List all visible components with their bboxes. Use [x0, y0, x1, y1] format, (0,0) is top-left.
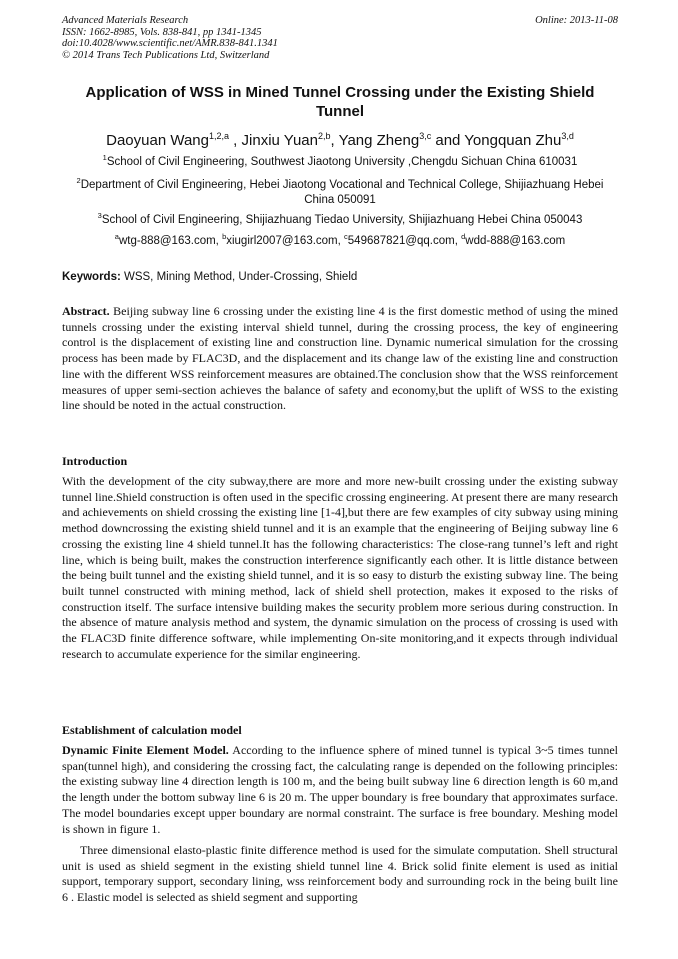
email-sup: a [114, 232, 119, 242]
journal-doi: doi:10.4028/www.scientific.net/AMR.838-841.1341 [62, 38, 278, 50]
paper-title: Application of WSS in Mined Tunnel Crossing under the Existing Shield Tunnel [85, 84, 595, 120]
author-name: Yongquan Zhu [464, 132, 562, 149]
model-paragraph-label: Dynamic Finite Element Model. [62, 743, 229, 757]
author-sup: 1,2,a [208, 131, 229, 141]
affiliation-text: School of Civil Engineering, Shijiazhuang Tiedao University, Shijiazhuang Hebei China 050043 [101, 214, 583, 226]
author-separator: and [431, 132, 465, 149]
email-sup: c [344, 232, 348, 242]
email-address[interactable]: wtg-888@163.com, [118, 235, 223, 247]
email-address[interactable]: 549687821@qq.com, [347, 235, 462, 247]
email-address[interactable]: wdd-888@163.com [465, 235, 566, 247]
author-name: Yang Zheng [338, 132, 420, 149]
affiliation-sup: 1 [102, 153, 107, 163]
author-sup: 3,d [561, 131, 574, 141]
journal-copyright: © 2014 Trans Tech Publications Ltd, Switzerland [62, 49, 270, 61]
affiliation-text: School of Civil Engineering, Southwest Jiaotong University ,Chengdu Sichuan China 610031 [106, 156, 578, 168]
affiliation-sup: 3 [97, 211, 102, 221]
keywords-text: WSS, Mining Method, Under-Crossing, Shield [120, 271, 358, 283]
model-paragraph-text: According to the influence sphere of mined tunnel is typical 3~5 times tunnel span(tunnel high), and considering the crossing fact, the calculating range is depended on the following principles: the existing subway line 4 direction length is 100 m, and the being built subway line 6 direction length is 60 m,and the length under the bottom subway line 6 is 20 m. The upper boundary is free boundary that approximates surface. The model boundaries except upper boundary are normal constraint. The surface is free boundary. Meshing model is shown in figure 1. [62, 743, 618, 836]
model-paragraph-1 [62, 743, 618, 837]
author-emails [62, 234, 618, 249]
email-sup: d [461, 232, 466, 242]
abstract-text: Beijing subway line 6 crossing under the existing line 4 is the first domestic method of using the mined tunnels crossing under the existing interval shield tunnel, during the crossing process, the key of engineering control is the displacement of existing line and construction line. Dynamic numerical simulation for the crossing process has been made by FLAC3D, and the displacement and its change law of the existing line and construction line with the different WSS reinforcement measures are obtained.The conclusion show that the WSS reinforcement measures of upper semi-section achieves the balance of safety and economy,but the uplift of WSS to the existing line should be noted in the actual construction. [62, 304, 618, 413]
email-address[interactable]: xiugirl2007@163.com, [226, 235, 345, 247]
author-separator: , [229, 132, 242, 149]
journal-issn: ISSN: 1662-8985, Vols. 838-841, pp 1341-1345 [62, 26, 262, 38]
introduction-heading: Introduction [62, 454, 128, 468]
author-name: Jinxiu Yuan [241, 132, 318, 149]
affiliation-3 [62, 213, 618, 228]
author-sup: 3,c [419, 131, 432, 141]
online-date: Online: 2013-11-08 [535, 15, 618, 26]
journal-header [62, 15, 618, 61]
keywords [62, 270, 618, 285]
author-list [62, 131, 618, 150]
affiliation-text: Department of Civil Engineering, Hebei Jiaotong Vocational and Technical College, Shijiazhuang Hebei China 050091 [80, 179, 604, 206]
abstract-label: Abstract. [62, 304, 110, 318]
model-heading: Establishment of calculation model [62, 723, 242, 737]
introduction-paragraph: With the development of the city subway,there are more and more new-built crossing under the existing subway tunnel line.Shield construction is often used in the specific crossing engineering. At present there are many research and achievements on shield crossing the existing line [1-4],but there are few examples of city subway using mining method downcrossing the existing shield tunnel and it is an example that the engineering of Beijing subway line 6 crossing the existing line 4 shield tunnel.It has the following characteristics: The close-rang tunnel’s left and right line, which is being built, makes the construction interference significantly each other. It is little distance between the being built tunnel and the existing shield tunnel, and it is so easy to disturb the existing subway line. The being built tunnel constructed with mining method, lack of shield shell protection, makes it exposed to the risks of construction itself. The surface intensive building makes the security problem more serious during construction. In the absence of mature analysis method and system, the dynamic simulation on the process of crossing is used with the FLAC3D finite difference software, while implementing On-site monitoring,and it expects through individual research to accumulate experience for the similar engineering. [62, 474, 618, 661]
abstract [62, 304, 618, 414]
model-paragraph-2: Three dimensional elasto-plastic finite difference method is used for the simulate computation. Shell structural unit is used as shield segment in the existing shield tunnel line 4. Brick solid finite element is used as initial support, temporary support, secondary lining, wss reinforcement body and surrounding rock in the being built line 6 . Elastic model is selected as shield segment and supporting [62, 843, 618, 905]
affiliation-2 [62, 178, 618, 208]
email-sup: b [222, 232, 227, 242]
affiliation-sup: 2 [76, 176, 81, 186]
keywords-label: Keywords: [62, 271, 121, 283]
author-sup: 2,b [317, 131, 331, 141]
journal-name: Advanced Materials Research [62, 15, 189, 26]
affiliation-1 [62, 155, 618, 170]
author-name: Daoyuan Wang [106, 132, 209, 149]
author-separator: , [330, 132, 339, 149]
